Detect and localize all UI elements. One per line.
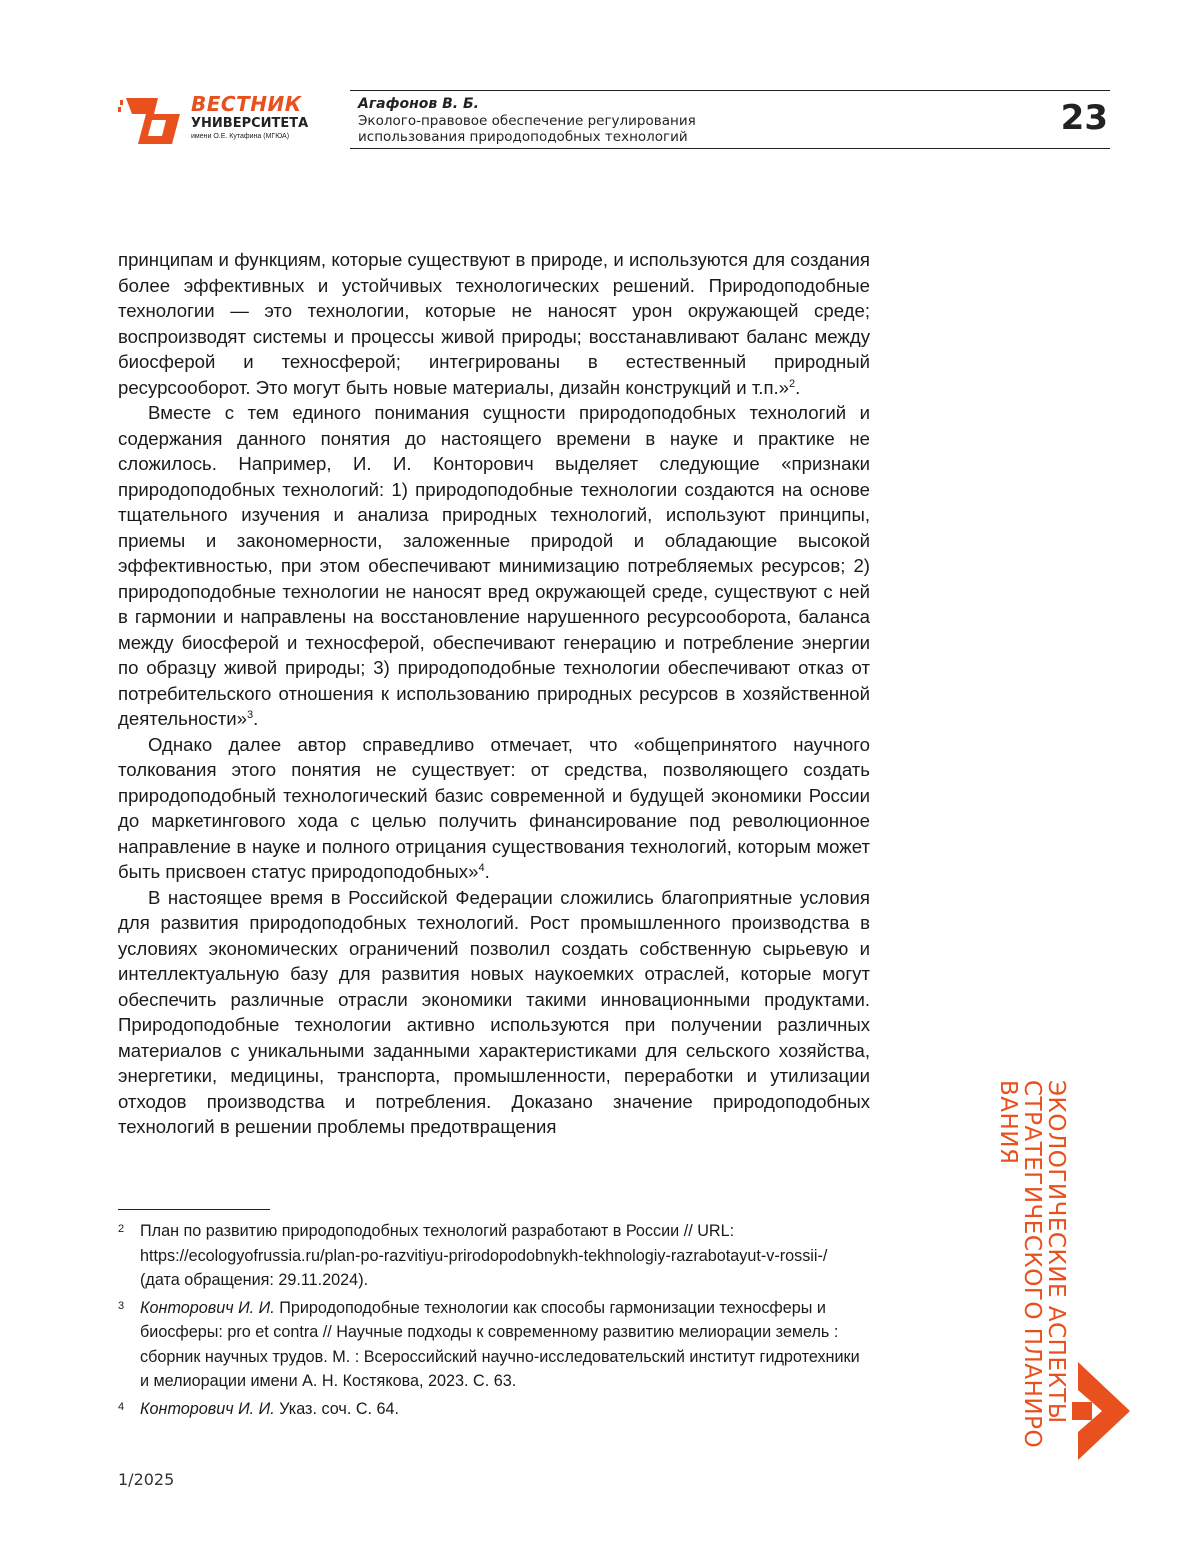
section-arrow-icon — [1072, 1362, 1130, 1460]
section-label-line3: ВАНИЯ — [995, 1080, 1021, 1165]
footnote-ref-4[interactable]: 4 — [478, 861, 485, 874]
footnote-3 — [118, 1296, 870, 1394]
header-top-rule — [350, 90, 1110, 91]
issue-number: 1/2025 — [118, 1470, 175, 1489]
section-side-label — [996, 1080, 1068, 1448]
running-header-title — [358, 113, 878, 145]
paragraph-3: Однако далее автор справедливо отмечает, что «общепринятого научного толкования этого понятия не существует: от средства, позволяющего создать природоподобный технологический базис современной и будущей экономики России до маркетингового хода с целью получить финансирование под революционное направление в науке и полного отрицания существования технологий, которым может быть присвоен статус природоподобных»$^4$. — [118, 733, 870, 882]
footnote-text: Природоподобные технологии как способы гармонизации техносферы и биосферы: pro et contra // Научные подходы к современному развитию мелиорации земель : сборник научных трудов. М. : Всероссийский научно-исследовательский институт гидротехники и мелиорации имени А. Н. Костякова, 2023. С. 63. — [140, 1298, 860, 1390]
footnotes — [118, 1219, 870, 1424]
footnote-number: 3 — [118, 1299, 125, 1312]
page-number: 23 — [1060, 98, 1108, 138]
running-header-title-line2: использования природоподобных технологий — [358, 129, 688, 145]
footnote-text: Указ. соч. С. 64. — [274, 1399, 400, 1418]
logo-caption: имени О.Е. Кутафина (МГЮА) — [191, 133, 290, 140]
header-bottom-rule — [350, 148, 1110, 149]
paragraph-2: Вместе с тем единого понимания сущности природоподобных технологий и содержания данного понятия до настоящего времени в науке и практике не сложилось. Например, И. И. Конторович выделяет следующие «признаки природоподобных технологий: 1) природоподобные технологии создаются на основе тщательного изучения и анализа природных технологий, используют принципы, приемы и закономерности, заложенные природой и обладающие высокой эффективностью, при этом обеспечивают минимизацию потребляемых ресурсов; 2) природоподобные технологии не наносят вред окружающей среде, существуют с ней в гармонии и направлены на восстановление нарушенного ресурсооборота, баланса между биосферой и техносферой, обеспечивают генерацию и потребление энергии по образцу живой природы; 3) природоподобные технологии обеспечивают отказ от потребительского отношения к использованию природных ресурсов в хозяйственной деятельности»$^3$. — [118, 402, 870, 729]
footnote-2 — [118, 1219, 870, 1293]
article-body — [118, 247, 870, 1140]
running-header-author: Агафонов В. Б. — [358, 96, 479, 112]
paragraph-4: В настоящее время в Российской Федерации сложились благоприятные условия для развития природоподобных технологий. Рост промышленного производства в условиях экономических ограничений позволил создать собственную сырьевую и интеллектуальную базу для развития новых наукоемких отраслей, которые могут обеспечить различные отрасли экономики такими инновационными продуктами. Природоподобные технологии активно используются при получении различных материалов с уникальными заданными характеристиками для сельского хозяйства, энергетики, медицины, транспорта, промышленности, переработки и утилизации отходов производства и потребления. Доказано значение природоподобных технологий в решении проблемы предотвращения — [118, 886, 870, 1137]
footnote-ref-2[interactable]: 2 — [789, 377, 796, 390]
footnote-separator — [118, 1209, 270, 1210]
paragraph-1: принципам и функциям, которые существуют в природе, и используются для создания более эффективных и устойчивых технологических решений. Природоподобные технологии — это технологии, которые не наносят урон окружающей среде; воспроизводят системы и процессы живой природы; восстанавливают баланс между биосферой и техносферой; интегрированы в естественный природный ресурсооборот. Это могут быть новые материалы, дизайн конструкций и т.п.»$^2$. — [118, 249, 870, 398]
logo-title: ВЕСТНИК — [191, 92, 302, 116]
footnote-ref-3[interactable]: 3 — [246, 708, 254, 721]
footnote-author: Конторович И. И. — [140, 1399, 275, 1418]
section-label-line2: СТРАТЕГИЧЕСКОГО ПЛАНИРО — [1019, 1080, 1045, 1449]
footnote-text: План по развитию природоподобных технологий разработают в России // URL: https://ecologyofrussia.ru/plan-po-razvitiyu-prirodopodobnykh-tekhnologiy-razrabotayut-v-rossii-/ (дата обращения: 29.11.2024). — [140, 1222, 828, 1289]
footnote-number: 2 — [118, 1223, 125, 1235]
journal-logo — [118, 94, 323, 148]
running-header-title-line1: Эколого-правовое обеспечение регулирования — [358, 113, 696, 129]
section-label-line1: ЭКОЛОГИЧЕСКИЕ АСПЕКТЫ — [1043, 1080, 1069, 1424]
footnote-number: 4 — [118, 1400, 125, 1413]
logo-subtitle: УНИВЕРСИТЕТА — [191, 116, 309, 131]
footnote-4 — [118, 1397, 870, 1422]
footnote-author: Конторович И. И. — [140, 1298, 275, 1317]
logo-mark-icon — [118, 94, 198, 148]
